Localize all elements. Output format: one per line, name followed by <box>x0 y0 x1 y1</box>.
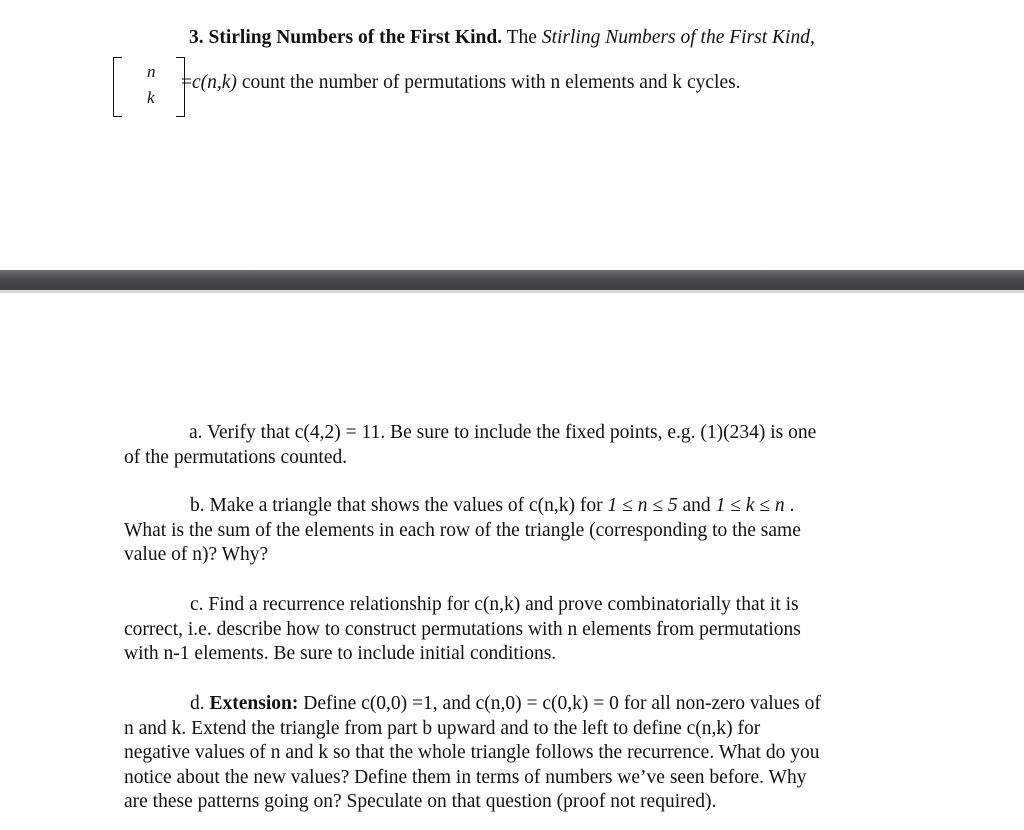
part-a <box>124 421 816 470</box>
part-d-line-3: negative values of n and k so that the whole triangle follows the recurrence. What do you <box>124 742 820 763</box>
part-c-line-2: correct, i.e. describe how to construct permutations with n elements from permutations <box>124 618 801 640</box>
part-d-line-2: n and k. Extend the triangle from part b upward and to the left to define c(n,k) for <box>124 717 761 739</box>
bracket-bottom-entry: k <box>147 88 155 107</box>
definition-function: c(n,k) <box>192 72 237 93</box>
heading-intro: The <box>506 27 537 48</box>
left-bracket <box>113 57 122 117</box>
part-d-bold-label: Extension: <box>209 693 299 714</box>
part-b-line-2: What is the sum of the elements in each row of the triangle (corresponding to the same <box>124 519 801 541</box>
heading-italic-name: Stirling Numbers of the First Kind, <box>541 27 815 48</box>
bracket-top-entry: n <box>147 62 156 81</box>
part-a-line-1: a. Verify that c(4,2) = 11. Be sure to include the fixed points, e.g. (1)(234) is one <box>189 422 817 443</box>
definition-equals: = <box>181 72 192 93</box>
problem-title: Stirling Numbers of the First Kind. <box>208 27 503 48</box>
part-d-line-5: are these patterns going on? Speculate on that question (proof not required). <box>124 791 717 812</box>
part-b-range-k: 1 ≤ k ≤ n <box>715 495 785 516</box>
part-b-prefix: b. Make a triangle that shows the values of c(n,k) for <box>190 495 608 516</box>
problem-heading <box>189 26 815 50</box>
section-divider <box>0 270 1024 290</box>
part-d-line-4: notice about the new values? Define them in terms of numbers we’ve seen before. Why <box>124 766 807 788</box>
definition-text: count the number of permutations with n elements and k cycles. <box>241 72 741 93</box>
part-c-line-3: with n-1 elements. Be sure to include initial conditions. <box>124 643 557 664</box>
section-divider-edge <box>0 290 1024 293</box>
part-c <box>124 593 801 667</box>
part-b-range-n: 1 ≤ n ≤ 5 <box>607 495 678 516</box>
problem-number: 3. <box>189 27 204 48</box>
part-c-line-1: c. Find a recurrence relationship for c(n,k) and prove combinatorially that it is <box>190 594 799 615</box>
part-b <box>124 494 801 568</box>
part-b-period: . <box>784 495 795 516</box>
part-b-and: and <box>677 495 716 516</box>
part-a-line-2: of the permutations counted. <box>124 446 348 468</box>
part-d-label: d. <box>190 693 205 714</box>
part-d-line-1-rest: Define c(0,0) =1, and c(n,0) = c(0,k) = 0 for all non-zero values of <box>298 693 821 714</box>
part-b-line-1 <box>124 494 801 519</box>
part-b-line-3: value of n)? Why? <box>124 544 269 565</box>
definition-line <box>181 71 741 95</box>
part-d <box>124 692 821 815</box>
stirling-bracket-notation <box>113 57 191 117</box>
part-d-line-1 <box>124 692 821 717</box>
